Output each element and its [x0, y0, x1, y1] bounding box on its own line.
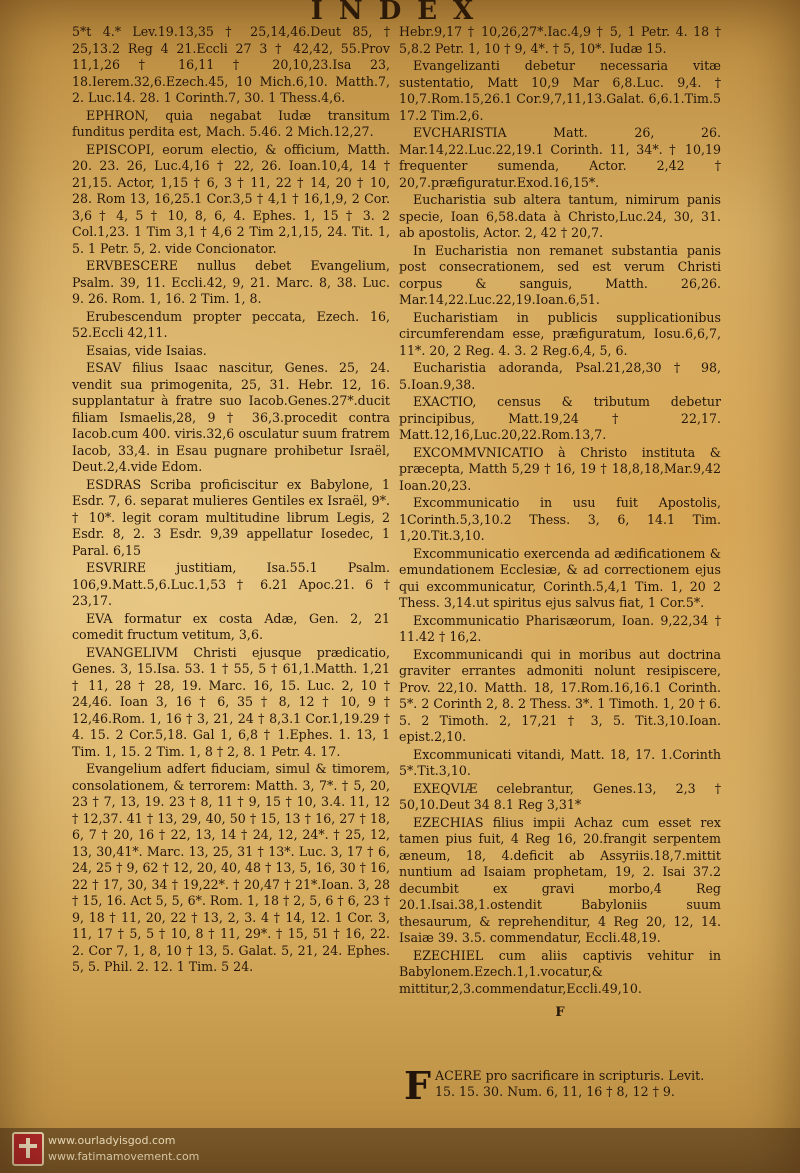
index-entry: 5*t 4.* Lev.19.13,35 † 25,14,46.Deut 85, † 25,13.2 Reg 4 21.Eccli 27 3 † 42,42, 55.Prov 11,1,26 † 16,11 † 20,10,23.Isa 23, 18.Ierem.32,6.Ezech.45, 10 Mich.6,10. Matth.7, 2. Luc.14. 28. 1 Corinth.7, 30. 1 Thess.4,6. — [72, 24, 390, 105]
index-entry: EVANGELIVM Christi ejusque prædicatio, Genes. 3, 15.Isa. 53. 1 † 55, 5 † 61,1.Matth. 1,21 † 11, 28 † 28, 19. Marc. 16, 15. Luc. 2, 10 † 24,46. Ioan 3, 16 † 6, 35 † 8, 12 † 10, 9 † 12,46.Rom. 1, 16 † 3, 21, 24 † 8,3.1 Cor.1,19.29 † 4. 15. 2 Cor.5,18. Gal 1, 6,8 † 1.Ephes. 1. 13, 1 Tim. 1, 15. 2 Tim. 1, 8 † 2, 8. 1 Petr. 4. 17. — [72, 644, 390, 759]
index-entry: Excommunicatio Pharisæorum, Ioan. 9,22,34 † 11.42 † 16,2. — [399, 612, 721, 644]
index-entry: Evangelium adfert fiduciam, simul & timorem, consolationem, & terrorem: Matth. 3, 7*. † 5, 20, 23 † 7, 13, 19. 23 † 8, 11 † 9, 15 † 10, 3.4. 11, 12 † 12,37. 41 † 13, 29, 40, 50 † 15, 13 † 16, 27 † 18, 6, 7 † 20, 16 † 22, 13, 14 † 24, 12, 24*. † 25, 12, 13, 30,41*. Marc. 13, 25, 31 † 13*. Luc. 3, 17 † 6, 24, 25 † 9, 62 † 12, 20, 40, 48 † 13, 5, 16, 30 † 16, 22 † 17, 30, 34 † 19,22*. † 20,47 † 21*.Ioan. 3, 28 † 15, 16. Act 5, 5, 6*. Rom. 1, 18 † 2, 5, 6 † 6, 23 † 9, 18 † 11, 20, 22 † 13, 2, 3. 4 † 14, 12. 1 Cor. 3, 11, 17 † 5, 5 † 10, 8 † 11, 29*. † 15, 51 † 16, 22. 2. Cor 7, 1, 8, 10 † 13, 5. Galat. 5, 21, 24. Ephes. 5, 5. Phil. 2. 12. 1 Tim. 5 24. — [72, 761, 390, 974]
index-entry: Excommunicati vitandi, Matt. 18, 17. 1.Corinth 5*.Tit.3,10. — [399, 746, 721, 778]
index-entry: ERVBESCERE nullus debet Evangelium, Psalm. 39, 11. Eccli.42, 9, 21. Marc. 8, 38. Luc. 9. 26. Rom. 1, 16. 2 Tim. 1, 8. — [72, 258, 390, 306]
index-entry: Eucharistiam in publicis supplicationibus circumferendam esse, præfiguratum, Iosu.6,6,7, 11*. 20, 2 Reg. 4. 3. 2 Reg.6,4, 5, 6. — [399, 309, 721, 358]
right-column — [399, 24, 721, 1030]
index-entry: EZECHIEL cum aliis captivis vehitur in Babylonem.Ezech.1,1.vocatur,& mittitur,2,3.commendatur,Eccli.49,10. — [399, 947, 721, 996]
index-entry: EXCOMMVNICATIO à Christo instituta & præcepta, Matth 5,29 † 16, 19 † 18,8,18,Mar.9,42 Ioan.20,23. — [399, 444, 721, 493]
index-entry: EVCHARISTIA Matt. 26, 26. Mar.14,22.Luc.22,19.1 Corinth. 11, 34*. † 10,19 frequenter sumenda, Actor. 2,42 † 20,7.præfiguratur.Exod.16,15*. — [399, 125, 721, 190]
index-entry: Excommunicandi qui in moribus aut doctrina graviter errantes admoniti nolunt resipiscere, Prov. 22,10. Matth. 18, 17.Rom.16,16.1 Corinth. 5*. 2 Corinth 2, 8. 2 Thess. 3*. 1 Timoth. 1, 20 † 6. 5. 2 Timoth. 2, 17,21 † 3, 5. Tit.3,10.Ioan. epist.2,10. — [399, 646, 721, 744]
final-entry-text: ACERE pro sacrificare in scripturis. Levit. 15. 15. 30. Num. 6, 11, 16 † 8, 12 † 9. — [434, 1068, 705, 1099]
index-entry: EVA formatur ex costa Adæ, Gen. 2, 21 comedit fructum vetitum, 3,6. — [72, 610, 390, 642]
index-entry: In Eucharistia non remanet substantia panis post consecrationem, sed est verum Christi corpus & sanguis, Matth. 26,26. Mar.14,22.Luc.22,19.Ioan.6,51. — [399, 242, 721, 307]
index-entry: Erubescendum propter peccata, Ezech. 16, 52.Eccli 42,11. — [72, 308, 390, 340]
page-header: INDEX — [310, 0, 490, 26]
index-entry: ESDRAS Scriba proficiscitur ex Babylone, 1 Esdr. 7, 6. separat mulieres Gentiles ex Israël, 9*. † 10*. legit coram multitudine librum Legis, 2 Esdr. 8, 2. 3 Esdr. 9,39 appellatur Iosedec, 1 Paral. 6,15 — [72, 476, 390, 558]
index-entry: Hebr.9,17 † 10,26,27*.Iac.4,9 † 5, 1 Petr. 4. 18 † 5,8.2 Petr. 1, 10 † 9, 4*. † 5, 10*. Iudæ 15. — [399, 24, 721, 56]
index-entry: EXACTIO, census & tributum debetur principibus, Matt.19,24 † 22,17. Matt.12,16,Luc.20,22.Rom.13,7. — [399, 394, 721, 442]
final-entry — [404, 1063, 722, 1108]
section-letter: F — [555, 1005, 565, 1020]
index-entry: EPISCOPI, eorum electio, & officium, Matth. 20. 23. 26, Luc.4,16 † 22, 26. Ioan.10,4, 14 † 21,15. Actor, 1,15 † 6, 3 † 11, 22 † 14, 20 † 10, 28. Rom 13, 16,25.1 Cor.3,5 † 4,1 † 16,1,9, 2 Cor. 3,6 † 4, 5 † 10, 8, 6, 4. Ephes. 1, 15 † 3. 2 Col.1,23. 1 Tim 3,1 † 4,6 2 Tim 2,1,15, 24. Tit. 1, 5. 1 Petr. 5, 2. vide Concionator. — [72, 141, 390, 256]
index-entry: EXEQVIÆ celebrantur, Genes.13, 2,3 † 50,10.Deut 34 8.1 Reg 3,31* — [399, 780, 721, 812]
index-entry: Excommunicatio in usu fuit Apostolis, 1Corinth.5,3,10.2 Thess. 3, 6, 14.1 Tim. 1,20.Tit.3,10. — [399, 495, 721, 543]
footer-url-2[interactable]: www.fatimamovement.com — [48, 1150, 200, 1163]
index-entry: Excommunicatio exercenda ad ædificationem & emundationem Ecclesiæ, & ad correctionem ejus qui excommunicatur, Corinth.5,4,1 Tim. 1, 20 2 Thess. 3,14.ut spiritus ejus salvus fiat, 1 Cor.5*. — [399, 545, 721, 610]
right-entries — [399, 24, 721, 997]
cross-logo-icon — [12, 1132, 44, 1166]
index-entry: ESVRIRE justitiam, Isa.55.1 Psalm. 106,9.Matt.5,6.Luc.1,53 † 6.21 Apoc.21. 6 † 23,17. — [72, 560, 390, 608]
index-entry: Eucharistia sub altera tantum, nimirum panis specie, Ioan 6,58.data à Christo,Luc.24, 30, 31. ab apostolis, Actor. 2, 42 † 20,7. — [399, 192, 721, 240]
index-entry: Esaias, vide Isaias. — [86, 342, 207, 358]
drop-cap: F — [404, 1063, 431, 1108]
left-column — [72, 24, 390, 977]
index-entry: EZECHIAS filius impii Achaz cum esset rex tamen pius fuit, 4 Reg 16, 20.frangit serpentem æneum, 18, 4.deficit ab Assyriis.18,7.mittit nuntium ad Isaiam prophetam, 19, 2. Isai 37.2 decumbit ex gravi morbo,4 Reg 20.1.Isai.38,1.ostendit Babyloniis suum thesaurum, & reprehenditur, 4 Reg 20, 12, 14. Isaiæ 39. 3.5. commendatur, Eccli.48,19. — [399, 814, 721, 945]
index-entry: ESAV filius Isaac nascitur, Genes. 25, 24. vendit sua primogenita, 25, 31. Hebr. 12, 16. supplantatur à fratre suo Iacob.Genes.27*.ducit filiam Ismaelis,28, 9 † 36,3.procedit contra Iacob.cum 400. viris.32,6 osculatur suum fratrem Iacob, 33,4. in Esau pugnare prohibetur Israël, Deut.2,4.vide Edom. — [72, 360, 390, 474]
footer-url-1[interactable]: www.ourladyisgod.com — [48, 1134, 176, 1147]
index-entry: Eucharistia adoranda, Psal.21,28,30 † 98, 5.Ioan.9,38. — [399, 360, 721, 392]
index-entry: Evangelizanti debetur necessaria vitæ sustentatio, Matt 10,9 Mar 6,8.Luc. 9,4. † 10,7.Rom.15,26.1 Cor.9,7,11,13.Galat. 6,6.1.Tim.5 17.2 Tim.2,6. — [399, 58, 721, 123]
index-entry: EPHRON, quia negabat Iudæ transitum funditus perdita est, Mach. 5.46. 2 Mich.12,27. — [72, 107, 390, 139]
